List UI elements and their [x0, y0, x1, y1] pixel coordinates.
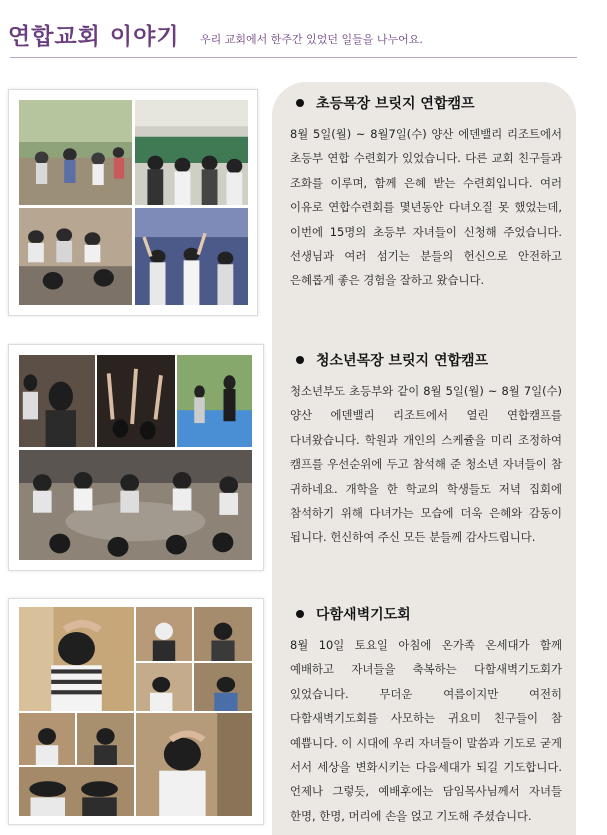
photo-blessing-small-2 — [194, 607, 252, 661]
page-tagline: 우리 교회에서 한주간 있었던 일들을 나누어요. — [200, 33, 423, 46]
section-dawn-prayer — [290, 604, 562, 828]
section-body: 8월 5일(월) ~ 8월7일(수) 양산 에덴밸리 리조트에서 초등부 연합 수련회가 있었습니다. 다른 교회 친구들과 조화를 이루며, 함께 은혜 받는 수련회입니다. 여러 이유로 연합수련회를 몇년동안 다녀오질 못 했었는데, 이번에 15명의 초등부 자녀들이 신청해 주었습니다. 선생님과 여러 섬기는 분들의 헌신으로 안전하고 은혜롭게 좋은 경험을 잘하고 왔습니다. — [290, 127, 562, 288]
photo-hands-raised-crowd — [97, 355, 175, 447]
section-elementary-camp — [290, 93, 562, 293]
page-header — [0, 0, 607, 60]
section-title: 다함새벽기도회 — [316, 607, 411, 623]
photo-blessing-bottom — [19, 767, 134, 816]
photo-collage-elementary-camp — [8, 89, 258, 316]
photo-blessing-small-1 — [136, 607, 192, 661]
section-body: 청소년부도 초등부와 같이 8월 5일(월) ~ 8월 7일(수) 양산 에덴밸리 리조트에서 열린 연합캠프를 다녀왔습니다. 학원과 개인의 스케쥴을 미리 조정하여 캠프를 우선순위에 두고 참석해 준 청소년 자녀들이 참 귀하네요. 개학을 한 학교의 학생들도 저녁 집회에 참석하기 위해 다녀가는 모습에 더욱 은혜와 감동이 됩니다. 헌신하여 주신 모든 분들께 감사드립니다. — [290, 384, 562, 545]
photo-teens-seated-worship — [19, 355, 95, 447]
photo-outdoor-water-game — [177, 355, 252, 447]
photo-collage-youth-camp — [8, 344, 264, 571]
section-title: 초등목장 브릿지 연합캠프 — [316, 96, 475, 112]
bullet-icon — [296, 99, 304, 107]
photo-pastor-blessing-boy — [19, 607, 134, 711]
photo-kids-on-floor — [19, 208, 132, 305]
section-title: 청소년목장 브릿지 연합캠프 — [316, 353, 489, 369]
page-title: 연합교회 이야기 — [8, 24, 180, 50]
photo-worship-hands-raised — [135, 208, 248, 305]
photo-blessing-small-6 — [77, 713, 134, 765]
section-youth-camp — [290, 350, 562, 550]
photo-campus-outdoor-crowd — [19, 100, 132, 205]
bullet-icon — [296, 356, 304, 364]
photo-indoor-hall-group — [135, 100, 248, 205]
section-body: 8월 10일 토요일 아침에 온가족 온세대가 함께 예배하고 자녀들을 축복하는 다함새벽기도회가 있었습니다. 무더운 여름이지만 여전히 다함새벽기도회를 사모하는 귀요미 친구들이 참 예쁩니다. 이 시대에 우리 자녀들이 말씀과 기도로 굳게 서서 세상을 변화시키는 다음세대가 되길 기도합니다. 언제나 그렇듯, 예배후에는 담임목사님께서 자녀들 한명, 한명, 머리에 손을 얹고 기도해 주셨습니다. — [290, 638, 562, 823]
photo-blessing-small-3 — [136, 663, 192, 711]
photo-blessing-small-7 — [136, 713, 252, 816]
photo-blessing-small-4 — [194, 663, 252, 711]
bullet-icon — [296, 610, 304, 618]
photo-blessing-small-5 — [19, 713, 75, 765]
photo-circle-seated-group — [19, 450, 252, 560]
header-divider — [10, 57, 577, 58]
photo-collage-dawn-prayer — [8, 598, 264, 825]
